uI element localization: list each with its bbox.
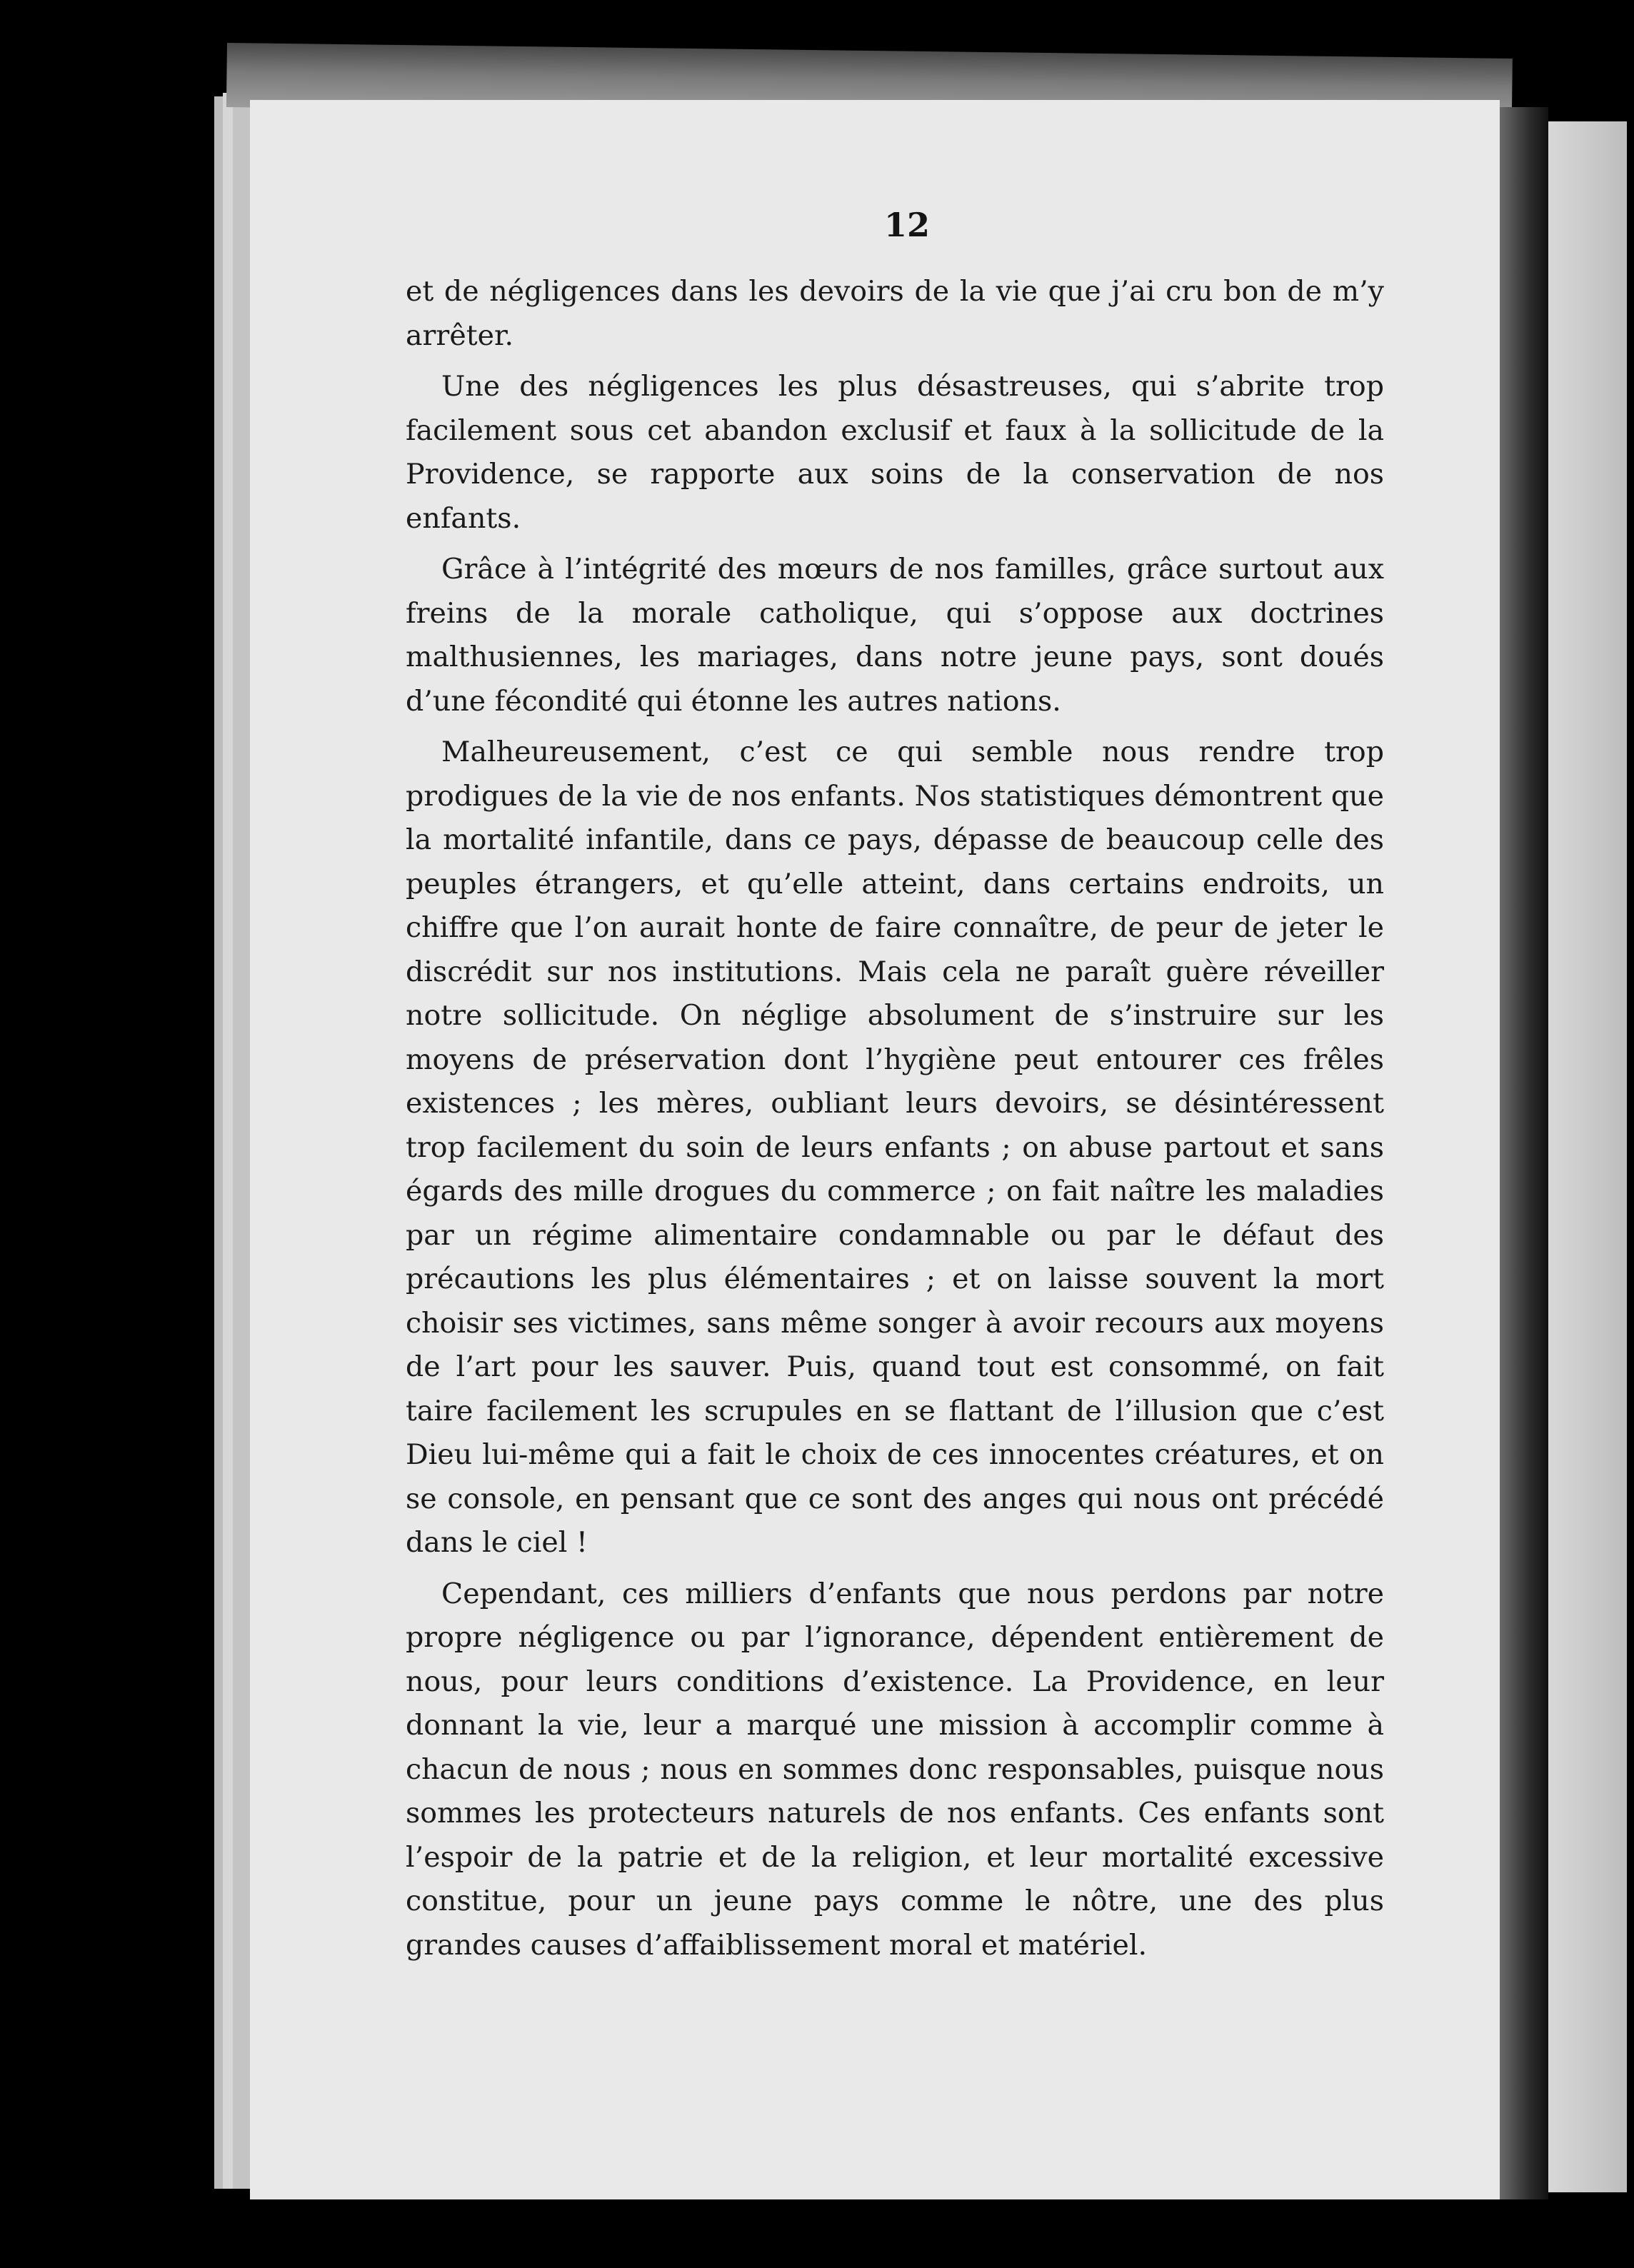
page-number: 12 [883,206,930,244]
adjacent-page-strip [1548,121,1627,2192]
paragraph: Une des négligences les plus désastreuses, qui s’abrite trop facilement sous cet abandon exclusif et faux à la sollicitude de la Providence, se rapporte aux soins de la conservation de nos enfants. [406,370,1384,535]
paragraph: Cependant, ces milliers d’enfants que nous perdons par notre propre négligence ou par l’ignorance, dépendent entièrement de nous, pour leurs conditions d’existence. La Providence, en leur donnant la vie, leur a marqué une mission à accomplir comme à chacun de nous ; nous en sommes donc responsables, puisque nous sommes les protecteurs naturels de nos enfants. Ces enfants sont l’espoir de la patrie et de la religion, et leur mortalité excessive constitue, pour un jeune pays comme le nôtre, une des plus grandes causes d’affaiblissement moral et matériel. [406,1577,1384,1962]
gutter-shadow [1498,107,1548,2199]
paragraph: Malheureusement, c’est ce qui semble nous rendre trop prodigues de la vie de nos enfants. Nos statistiques démontrent que la mortalité infantile, dans ce pays, dépasse de beaucoup celle des peuples étrangers, et qu’elle atteint, dans certains endroits, un chiffre que l’on aurait honte de faire connaître, de peur de jeter le discrédit sur nos institutions. Mais cela ne paraît guère réveiller notre sollicitude. On néglige absolument de s’instruire sur les moyens de préservation dont l’hygiène peut entourer ces frêles existences ; les mères, oubliant leurs devoirs, se désintéressent trop facilement du soin de leurs enfants ; on abuse partout et sans égards des mille drogues du commerce ; on fait naître les maladies par un régime alimentaire condamnable ou par le défaut des précautions les plus élémentaires ; et on laisse souvent la mort choisir ses victimes, sans même songer à avoir recours aux moyens de l’art pour les sauver. Puis, quand tout est consommé, on fait taire facilement les scrupules en se flattant de l’illusion que c’est Dieu lui-même qui a fait le choix de ces innocentes créatures, et on se console, en pensant que ce sont des anges qui nous ont précédé dans le ciel ! [406,736,1384,1559]
paragraph: Grâce à l’intégrité des mœurs de nos familles, grâce surtout aux freins de la morale catholique, qui s’oppose aux doctrines malthusiennes, les mariages, dans notre jeune pays, sont doués d’une fécondité qui étonne les autres nations. [406,553,1384,718]
body-text [406,270,1384,1975]
paragraph: et de négligences dans les devoirs de la vie que j’ai cru bon de m’y arrêter. [406,275,1384,352]
